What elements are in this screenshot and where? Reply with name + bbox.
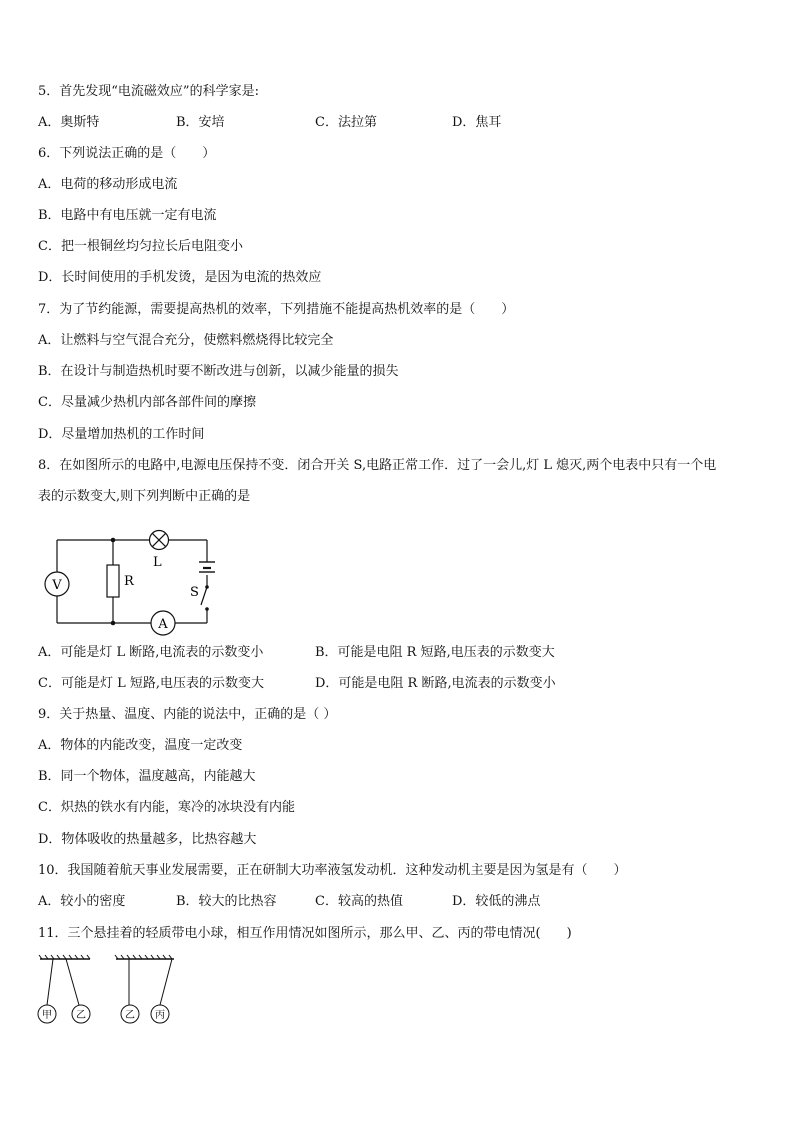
ball-label-bing: 丙 <box>155 1010 165 1021</box>
q6-stem: 6．下列说法正确的是（ ） <box>38 146 216 161</box>
q11-stem: 11．三个悬挂着的轻质带电小球，相互作用情况如图所示，那么甲、乙、丙的带电情况( ) <box>38 926 572 941</box>
q10-option-b: B．较大的比热容 <box>176 894 277 909</box>
q5-option-a: A．奥斯特 <box>38 115 100 130</box>
q5-option-c: C．法拉第 <box>315 115 377 130</box>
resistor-label: R <box>124 574 134 589</box>
q10-option-c: C．较高的热值 <box>315 894 403 909</box>
q8-option-a: A．可能是灯 L 断路,电流表的示数变小 <box>38 645 264 660</box>
q9-option-d: D．物体吸收的热量越多，比热容越大 <box>38 832 257 847</box>
q7-stem: 7．为了节约能源，需要提高热机的效率，下列措施不能提高热机效率的是（ ） <box>38 302 515 317</box>
q9-option-c: C．炽热的铁水有内能，寒冷的冰块没有内能 <box>38 800 295 815</box>
switch-label: S <box>190 585 199 600</box>
q7-option-d: D．尽量增加热机的工作时间 <box>38 427 205 442</box>
q10-stem: 10．我国随着航天事业发展需要，正在研制大功率液氢发动机．这种发动机主要是因为氢是有（ ） <box>38 863 627 878</box>
q6-option-b: B．电路中有电压就一定有电流 <box>38 208 217 223</box>
q8-stem-line1: 8．在如图所示的电路中,电源电压保持不变．闭合开关 S,电路正常工作．过了一会儿,灯 L 熄灭,两个电表中只有一个电 <box>38 458 717 473</box>
ball-label-jia: 甲 <box>42 1010 52 1021</box>
q5-option-b: B．安培 <box>176 115 225 130</box>
ball-label-yi-right: 乙 <box>125 1010 135 1021</box>
ball-label-yi-left: 乙 <box>76 1010 86 1021</box>
q7-option-c: C．尽量减少热机内部各部件间的摩擦 <box>38 395 256 410</box>
q9-stem: 9．关于热量、温度、内能的说法中，正确的是（ ） <box>38 707 337 722</box>
q10-option-d: D．较低的沸点 <box>452 894 541 909</box>
q9-option-a: A．物体的内能改变，温度一定改变 <box>38 738 243 753</box>
lamp-label: L <box>153 555 162 570</box>
q6-option-d: D．长时间使用的手机发烫，是因为电流的热效应 <box>38 270 322 285</box>
q5-option-d: D．焦耳 <box>452 115 502 130</box>
q7-option-b: B．在设计与制造热机时要不断改进与创新，以减少能量的损失 <box>38 364 399 379</box>
ammeter-label: A <box>158 617 168 632</box>
charged-balls-diagram <box>34 954 184 1028</box>
q6-option-a: A．电荷的移动形成电流 <box>38 177 178 192</box>
q8-option-d: D．可能是电阻 R 断路,电流表的示数变小 <box>315 676 556 691</box>
voltmeter-label: V <box>52 578 62 593</box>
circuit-diagram <box>44 527 224 639</box>
q8-option-b: B．可能是电阻 R 短路,电压表的示数变大 <box>315 645 555 660</box>
q9-option-b: B．同一个物体，温度越高，内能越大 <box>38 769 256 784</box>
q8-stem-line2: 表的示数变大,则下列判断中正确的是 <box>38 489 251 504</box>
q7-option-a: A．让燃料与空气混合充分，使燃料燃烧得比较完全 <box>38 333 334 348</box>
q6-option-c: C．把一根铜丝均匀拉长后电阻变小 <box>38 239 243 254</box>
q8-option-c: C．可能是灯 L 短路,电压表的示数变大 <box>38 676 264 691</box>
q5-stem: 5．首先发现“电流磁效应”的科学家是: <box>38 84 259 99</box>
q10-option-a: A．较小的密度 <box>38 894 126 909</box>
